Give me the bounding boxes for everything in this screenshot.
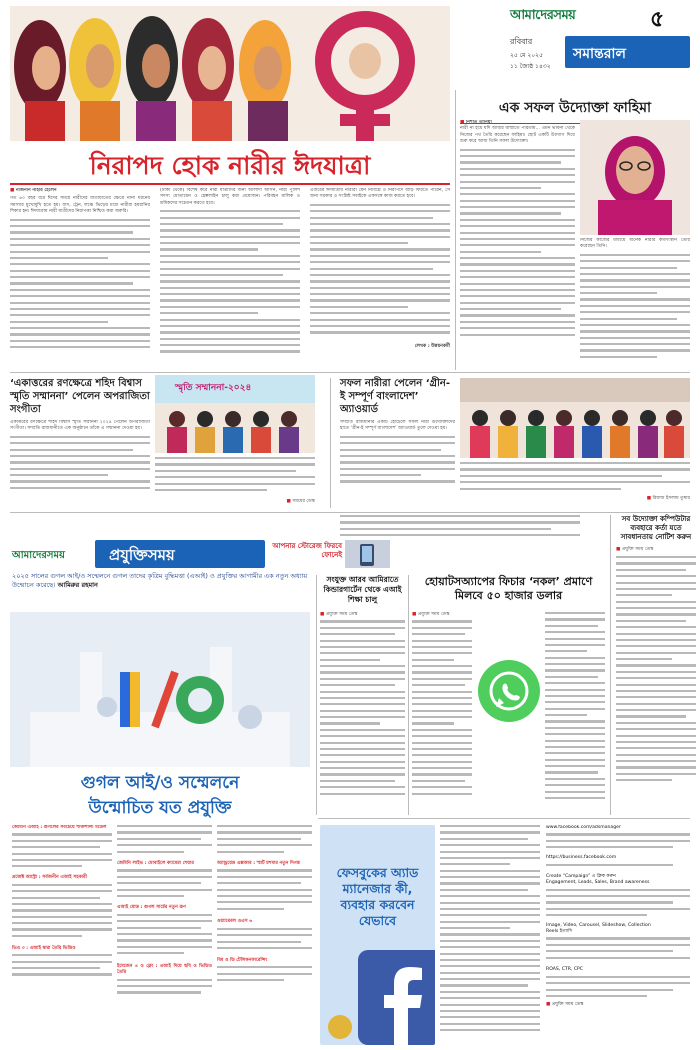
facebook-logo — [358, 950, 435, 1045]
facebook-link-2[interactable]: https://business.facebook.com — [546, 855, 617, 861]
section-title: সমান্তরাল — [573, 46, 626, 62]
tech-col1-sub1: জেমিনি এআই : গুগলের সবচেয়ে শক্তিশালী মডেল — [12, 825, 107, 830]
feature-headline: এক সফল উদ্যোক্তা ফাহিমা — [460, 96, 690, 124]
notice-byline: ■ প্রযুক্তি সময় ডেস্ক — [616, 547, 654, 552]
whatsapp-icon — [478, 660, 540, 722]
lead-body-3: এবারের ঈদযাত্রায় নারীরা যেন নির্বিঘ্নে ও নিরাপদে বাড়ি ফিরতে পারেন, সে জন্য সরকার ও সংশ্লিষ্ট সবাইকে একসঙ্গে কাজ করতে হবে। — [310, 188, 450, 200]
whatsapp-logo — [478, 660, 540, 722]
news-right-byline: ■ রিয়াজ ইসলাম তুষার — [646, 496, 690, 501]
news-right-photo — [460, 378, 690, 458]
tech-illustration — [10, 612, 310, 767]
tech-logo: আমাদেরসময় — [12, 550, 65, 561]
lead-column-3 — [310, 188, 450, 368]
news-left-photo-banner: স্মৃতি সম্মাননা-২০২৪ — [175, 383, 252, 393]
mid-rule — [10, 372, 690, 373]
tech-teaser: আপনার স্টোরেজ ফিরবে ফোনেই — [272, 542, 342, 559]
news-right-headline: সফল নারীরা পেলেন ‘গ্রীন-ই সম্পূর্ণ বাংলাদেশ’ অ্যাওয়ার্ড — [340, 378, 450, 415]
tech-column-3 — [217, 825, 312, 1045]
facebook-box-title: ফেসবুকের অ্যাড ম্যানেজার কী, ব্যবহার করবেন যেভাবে — [336, 865, 419, 928]
news-right-text: সম্প্রতি রাজধানীর একটি হোটেলে সফল নারী উদ্যোক্তাদের হাতে ‘গ্রীন-ই সম্পূর্ণ বাংলাদেশ’ অ্যাওয়ার্ড তুলে দেওয়া হয়। — [340, 420, 455, 432]
news-right-caption — [460, 462, 690, 510]
lead-body-2: (ঢাকা থেকে) বিশেষ করে নারী যাত্রীদের জন্য আলাদা আসন, নারী পুলিশ সদস্য মোতায়েন ও হেল্পলাইন চালু করা প্রয়োজন। পরিবহন মালিক ও শ্রমিকদের সচেতন করতে হবে। — [160, 188, 300, 206]
ai-story-body — [320, 612, 405, 812]
page-number: ৫ — [650, 7, 665, 32]
lead-illustration — [10, 6, 450, 141]
tech-headline-2: উন্মোচিত যত প্রযুক্তি — [88, 798, 232, 818]
feature-byline: ■ নিশাত তানিয়া — [460, 120, 492, 125]
tech-divider-2 — [408, 575, 409, 815]
feature-portrait — [580, 120, 690, 235]
notice-title: সব উদ্যোক্তা কম্পিউটার ব্যবহারে কর্তা যতে সাবধানতায় নোটিশ করুন — [620, 515, 692, 541]
section-badge — [565, 36, 690, 68]
news-left-headline: ‘একাত্তরের রণক্ষেত্রে শহিদ বিশ্বাস স্মৃতি সম্মাননা’ পেলেন অপরাজিতা সংগীতা — [10, 378, 150, 415]
news-left-byline: ■ সময়ের ডেস্ক — [286, 499, 315, 504]
news-left-text: একাত্তরের রণক্ষেত্রে শহিদ বিশ্বাস স্মৃতি সম্মাননা ২০২৪ পেলেন অপরাজিতা সংগীতা। সম্প্রতি রাজধানীতে এক অনুষ্ঠানে তাঁকে এ সম্মাননা দেওয়া হয়। — [10, 420, 150, 432]
lead-headline-rule — [10, 183, 450, 185]
feature-divider — [455, 90, 456, 370]
whatsapp-headline: হোয়াটসঅ্যাপের ফিচার ‘নকল’ প্রমাণে মিলবে ৫০ হাজার ডলার — [424, 575, 593, 602]
whatsapp-byline: ■ প্রযুক্তি সময় ডেস্ক — [412, 612, 450, 617]
news-left-caption — [155, 457, 315, 509]
header-date-en: ২৫ মে ২০২৫ — [510, 52, 543, 59]
header-date-bn: ১১ জ্যৈষ্ঠ ১৪৩২ — [510, 63, 551, 70]
lead-end-note: লেখক : উন্নয়নকর্মী — [414, 343, 450, 349]
tech-col3-sub2: ওয়্যারেবল ওএস ৬ — [217, 919, 253, 925]
lead-column-2 — [160, 188, 300, 368]
lead-column-1 — [10, 188, 150, 368]
tech-title: প্রযুক্তিসময় — [109, 546, 175, 564]
lead-byline: ■ নাজনীন নাহার হেলেন — [10, 188, 57, 193]
notice-box — [610, 515, 696, 815]
facebook-link-1[interactable]: www.facebook.com/adsmanager — [546, 825, 621, 830]
tech-intro — [12, 572, 312, 590]
tech-col3-sub1: অ্যান্ড্রয়েড এক্সআর : স্মার্ট চশমার নতুন দিগন্ত — [217, 861, 300, 866]
whatsapp-col-1 — [412, 612, 472, 812]
tech-teaser-thumb — [345, 540, 390, 568]
tech-col1-sub2: প্রজেক্ট অ্যাস্ট্রা : সর্বজনীন এআই সহকারী — [12, 875, 88, 881]
tech-headline-1: গুগল আই/ও সম্মেলনে — [80, 773, 240, 793]
news-left-body — [10, 420, 150, 510]
facebook-objectives: Engagement, Leads, Sales, Brand awareness — [546, 880, 650, 886]
tech-col1-sub3: ভিও ৩ : এআই দ্বারা তৈরি ভিডিও — [12, 945, 76, 951]
tech-bottom-rule — [318, 818, 690, 819]
tech-column-1 — [12, 825, 112, 1045]
tech-col2-sub3: ইমেজেন ৪ ও ফ্লো : এআই দিয়ে ছবি ও ভিডিও তৈরি — [117, 963, 212, 976]
tech-intro-text: ২০২৫ সালের গুগল আই/ও সম্মেলনে গুগল তাদের কৃত্রিম বুদ্ধিমত্তা (এআই) ও প্রযুক্তির আগামীর এক নতুন অধ্যায় উন্মোচন করেছে। — [12, 572, 308, 589]
whatsapp-col-2 — [545, 612, 605, 812]
tech-title-box — [95, 540, 265, 568]
facebook-col-2 — [546, 825, 690, 1045]
facebook-icon — [358, 950, 435, 1045]
feature-body-2: নিজের কাজের মাধ্যমে অনেক নারীর কর্মসংস্থান তৈরি করেছেন তিনি। — [580, 238, 690, 250]
tech-col2-sub2: এআই মোড : গুগল সার্চের নতুন রূপ — [117, 905, 186, 911]
lead-body-1: গত ৬০ বছর ধরে ঈদের সময়ে নারীদের যাতায়াতের ক্ষেত্রে নানা ধরনের সমস্যার মুখোমুখি হতে হয়। বাস, ট্রেন, লঞ্চে ভিড়ের মধ্যে নারীরা হয়রানির শিকার হন। ঈদযাত্রায় নারী যাত্রীদের নিরাপত্তা নিশ্চিত করা জরুরি। — [10, 196, 150, 215]
header-logo-box — [510, 4, 630, 24]
facebook-media: Reels ইত্যাদি — [546, 929, 572, 935]
tech-col2-sub1: জেমিনি লাইভ : মোবাইলে ক্যামেরা শেয়ার — [117, 861, 194, 866]
tech-intro-byline: আমিরুর রহমান — [57, 581, 98, 589]
tech-col3-sub3: বিম ও ডি টেলিকনফারেন্সিং — [217, 957, 268, 963]
ai-story-byline: ■ প্রযুক্তি সময় ডেস্ক — [320, 612, 358, 617]
news-left-photo — [155, 375, 315, 453]
feature-column-2 — [580, 238, 690, 368]
ai-story-headline: সংযুক্ত আরব আমিরাতে কিন্ডারগার্টেন থেকে এআই শিক্ষা চালু — [323, 575, 402, 604]
section-rule — [10, 512, 690, 513]
facebook-metrics: ROAS, CTR, CPC — [546, 967, 584, 973]
news-right-body — [340, 420, 455, 510]
facebook-keywords: Create “Campaign” এ ক্লিক করুন — [546, 873, 616, 879]
header-day: রবিবার — [510, 37, 533, 46]
newspaper-logo: আমাদেরসময় — [510, 8, 576, 23]
facebook-col-1 — [440, 825, 540, 1045]
lead-headline: নিরাপদ হোক নারীর ঈদযাত্রা — [89, 151, 371, 180]
tech-column-2 — [117, 825, 212, 1045]
facebook-box — [320, 825, 435, 1045]
facebook-formats: Image, Video, Carousel, Slideshow, Collection — [546, 922, 651, 928]
feature-column-1 — [460, 120, 575, 365]
facebook-coins — [328, 1015, 352, 1039]
facebook-byline: ■ প্রযুক্তি সময় ডেস্ক — [546, 1001, 584, 1007]
feature-body: নারী না হয়ে যদি আবার জন্মাতে পারতাম... এমন ভাবনা থেকে নিজের পথ তৈরি করেছেন ফাহিমা। ছোট একটি উদ্যোগ দিয়ে শুরু করে আজ তিনি সফল উদ্যোক্তা। — [460, 126, 575, 145]
tech-divider-1 — [316, 575, 317, 815]
news-divider — [330, 378, 331, 508]
